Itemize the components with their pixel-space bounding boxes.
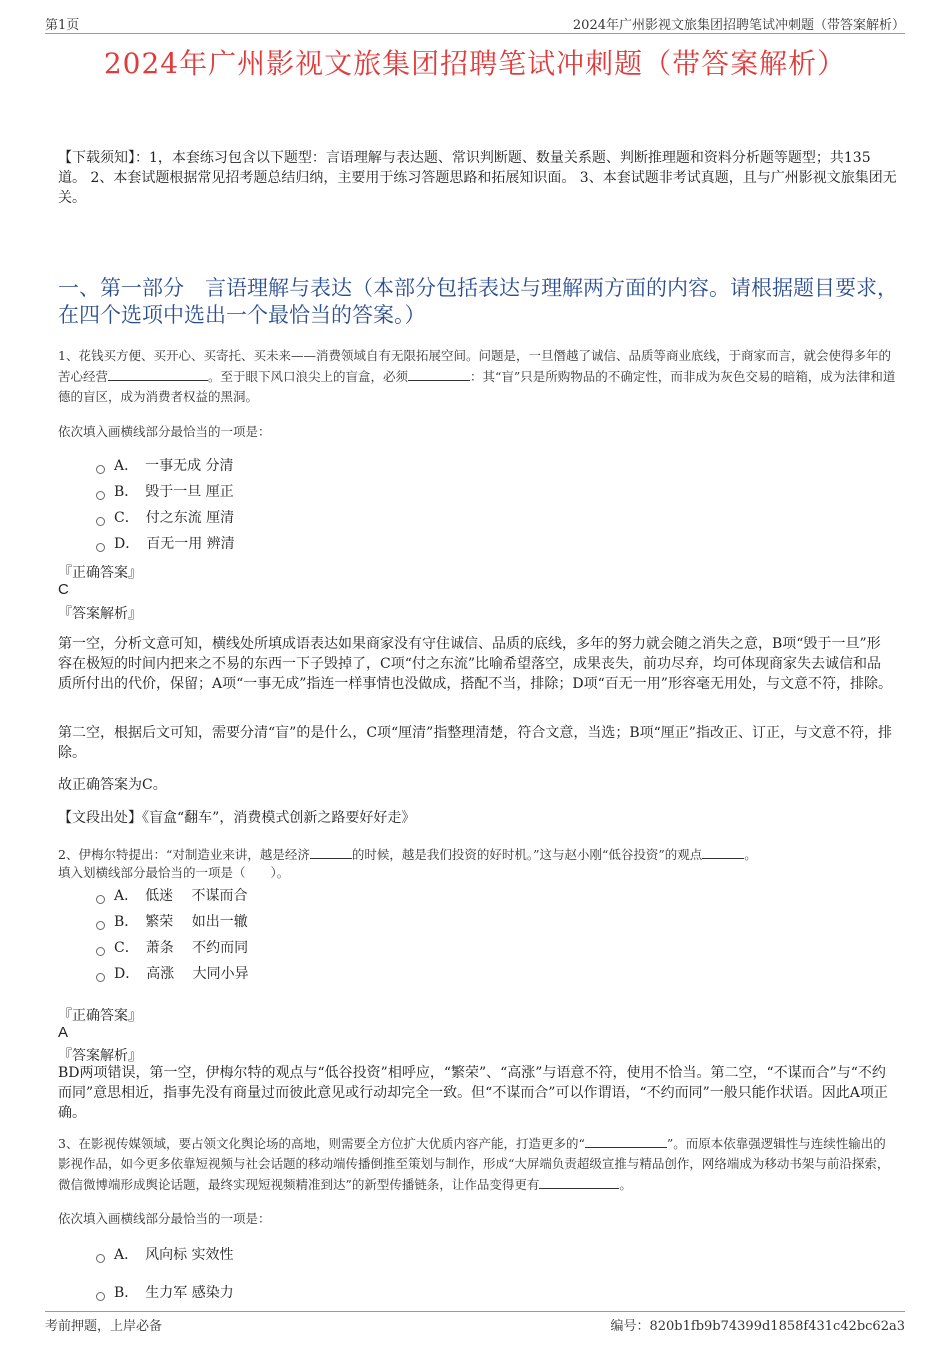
radio-icon[interactable] xyxy=(96,1254,105,1263)
option[interactable]: B． 毁于一旦 厘正 xyxy=(96,482,234,502)
option[interactable]: D． 高涨 大同小异 xyxy=(96,964,249,984)
option[interactable]: B． 生力军 感染力 xyxy=(96,1283,234,1303)
running-title: 2024年广州影视文旅集团招聘笔试冲刺题（带答案解析） xyxy=(572,18,905,33)
radio-icon[interactable] xyxy=(96,543,105,552)
download-notice: 【下载须知】：1，本套练习包含以下题型：言语理解与表达题、常识判断题、数量关系题、判断推理题和资料分析题等题型；共135道。 2、本套试题根据常见招考题总结归纳，主要用于练习答题思路和拓展知识面。 3、本套试题非考试真题，且与广州影视文旅集团无关。 xyxy=(58,150,897,206)
analysis-paragraph: 第一空，分析文意可知，横线处所填成语表达如果商家没有守住诚信、品质的底线，多年的努力就会随之消失之意，B项“毁于一旦”形容在极短的时间内把来之不易的东西一下子毁掉了，C项“付之东流”比喻希望落空，成果丧失，前功尽弃，均可体现商家失去诚信和品质所付出的代价，保留；A项“一事无成”指连一样事情也没做成，搭配不当，排除；D项“百无一用”形容毫无用处，与文意不符，排除。 xyxy=(58,636,892,692)
blank xyxy=(585,1133,667,1148)
analysis-label: 『答案解析』 xyxy=(58,606,142,622)
blank xyxy=(408,366,470,381)
footer-rule xyxy=(45,1311,905,1312)
source: 【文段出处】《盲盒“翻车”，消费模式创新之路要好好走》 xyxy=(58,810,416,826)
blank xyxy=(702,844,744,859)
analysis-label: 『答案解析』 xyxy=(58,1048,142,1064)
radio-icon[interactable] xyxy=(96,973,105,982)
question-1-text: 1、花钱买方便、买开心、买寄托、买未来——消费领域自有无限拓展空间。问题是，一旦僭越了诚信、品质等商业底线，于商家而言，就会使得多年的苦心经营 。至于眼下风口浪尖上的盲盒，必须 ：其“盲”只是所购物品的不确定性，而非成为灰色交易的暗箱，成为法律和道德的盲区，成为消费者权益的黑洞。 xyxy=(58,348,896,404)
document-title: 2024年广州影视文旅集团招聘笔试冲刺题（带答案解析） xyxy=(103,47,847,80)
correct-answer: C xyxy=(58,581,69,598)
radio-icon[interactable] xyxy=(96,491,105,500)
blank xyxy=(310,844,352,859)
radio-icon[interactable] xyxy=(96,1292,105,1301)
question-1-prompt: 依次填入画横线部分最恰当的一项是： xyxy=(58,424,271,439)
radio-icon[interactable] xyxy=(96,947,105,956)
analysis-paragraph: BD两项错误，第一空，伊梅尔特的观点与“低谷投资”相呼应，“繁荣”、“高涨”与语意不符，使用不恰当。第二空，“不谋而合”与“不约而同”意思相近，指事先没有商量过而彼此意见或行动却完全一致。但“不谋而合”可以作谓语，“不约而同”一般只能作状语。因此A项正确。 xyxy=(58,1065,888,1121)
correct-answer-label: 『正确答案』 xyxy=(58,565,142,581)
analysis-paragraph: 第二空，根据后文可知，需要分清“盲”的是什么，C项“厘清”指整理清楚，符合文意，当选；B项“厘正”指改正、订正，与文意不符，排除。 xyxy=(58,725,892,761)
radio-icon[interactable] xyxy=(96,921,105,930)
option[interactable]: A． 低迷 不谋而合 xyxy=(96,886,248,906)
conclusion: 故正确答案为C。 xyxy=(58,777,167,793)
option[interactable]: C． 付之东流 厘清 xyxy=(96,508,234,528)
blank xyxy=(539,1174,619,1189)
blank xyxy=(108,366,208,381)
question-3-text: 3、在影视传媒领域，要占领文化舆论场的高地，则需要全方位扩大优质内容产能，打造更多的“ ”。而原本依靠强逻辑性与连续性输出的影视作品，如今更多依靠短视频与社会话题的移动端传播倒推至策划与制作，形成“大屏端负责超级宣推与精品创作，网络端成为移动书架与前沿探索，微信微博端形成舆论话题，最终实现短视频精准到达”的新型传播链条，让作品变得更有 。 xyxy=(58,1133,898,1195)
question-2-text: 2、伊梅尔特提出：“对制造业来讲，越是经济 的时候，越是我们投资的好时机。”这与赵小刚“低谷投资”的观点 。 xyxy=(58,844,898,865)
header-rule xyxy=(45,33,905,34)
page-number: 第1页 xyxy=(45,18,80,33)
option[interactable]: A． 风向标 实效性 xyxy=(96,1245,234,1265)
option[interactable]: D． 百无一用 辨清 xyxy=(96,534,235,554)
radio-icon[interactable] xyxy=(96,895,105,904)
option[interactable]: B． 繁荣 如出一辙 xyxy=(96,912,248,932)
footer-slogan: 考前押题，上岸必备 xyxy=(45,1319,163,1334)
radio-icon[interactable] xyxy=(96,465,105,474)
radio-icon[interactable] xyxy=(96,517,105,526)
option[interactable]: A． 一事无成 分清 xyxy=(96,456,234,476)
document-id: 编号：820b1fb9b74399d1858f431c42bc62a3 xyxy=(610,1319,905,1334)
question-2-prompt: 填入划横线部分最恰当的一项是（ ）。 xyxy=(58,865,290,880)
correct-answer: A xyxy=(58,1024,69,1041)
section-heading: 一、第一部分 言语理解与表达（本部分包括表达与理解两方面的内容。请根据题目要求，在四个选项中选出一个最恰当的答案。） xyxy=(58,276,898,327)
question-3-prompt: 依次填入画横线部分最恰当的一项是： xyxy=(58,1211,271,1226)
option[interactable]: C． 萧条 不约而同 xyxy=(96,938,248,958)
correct-answer-label: 『正确答案』 xyxy=(58,1008,142,1024)
